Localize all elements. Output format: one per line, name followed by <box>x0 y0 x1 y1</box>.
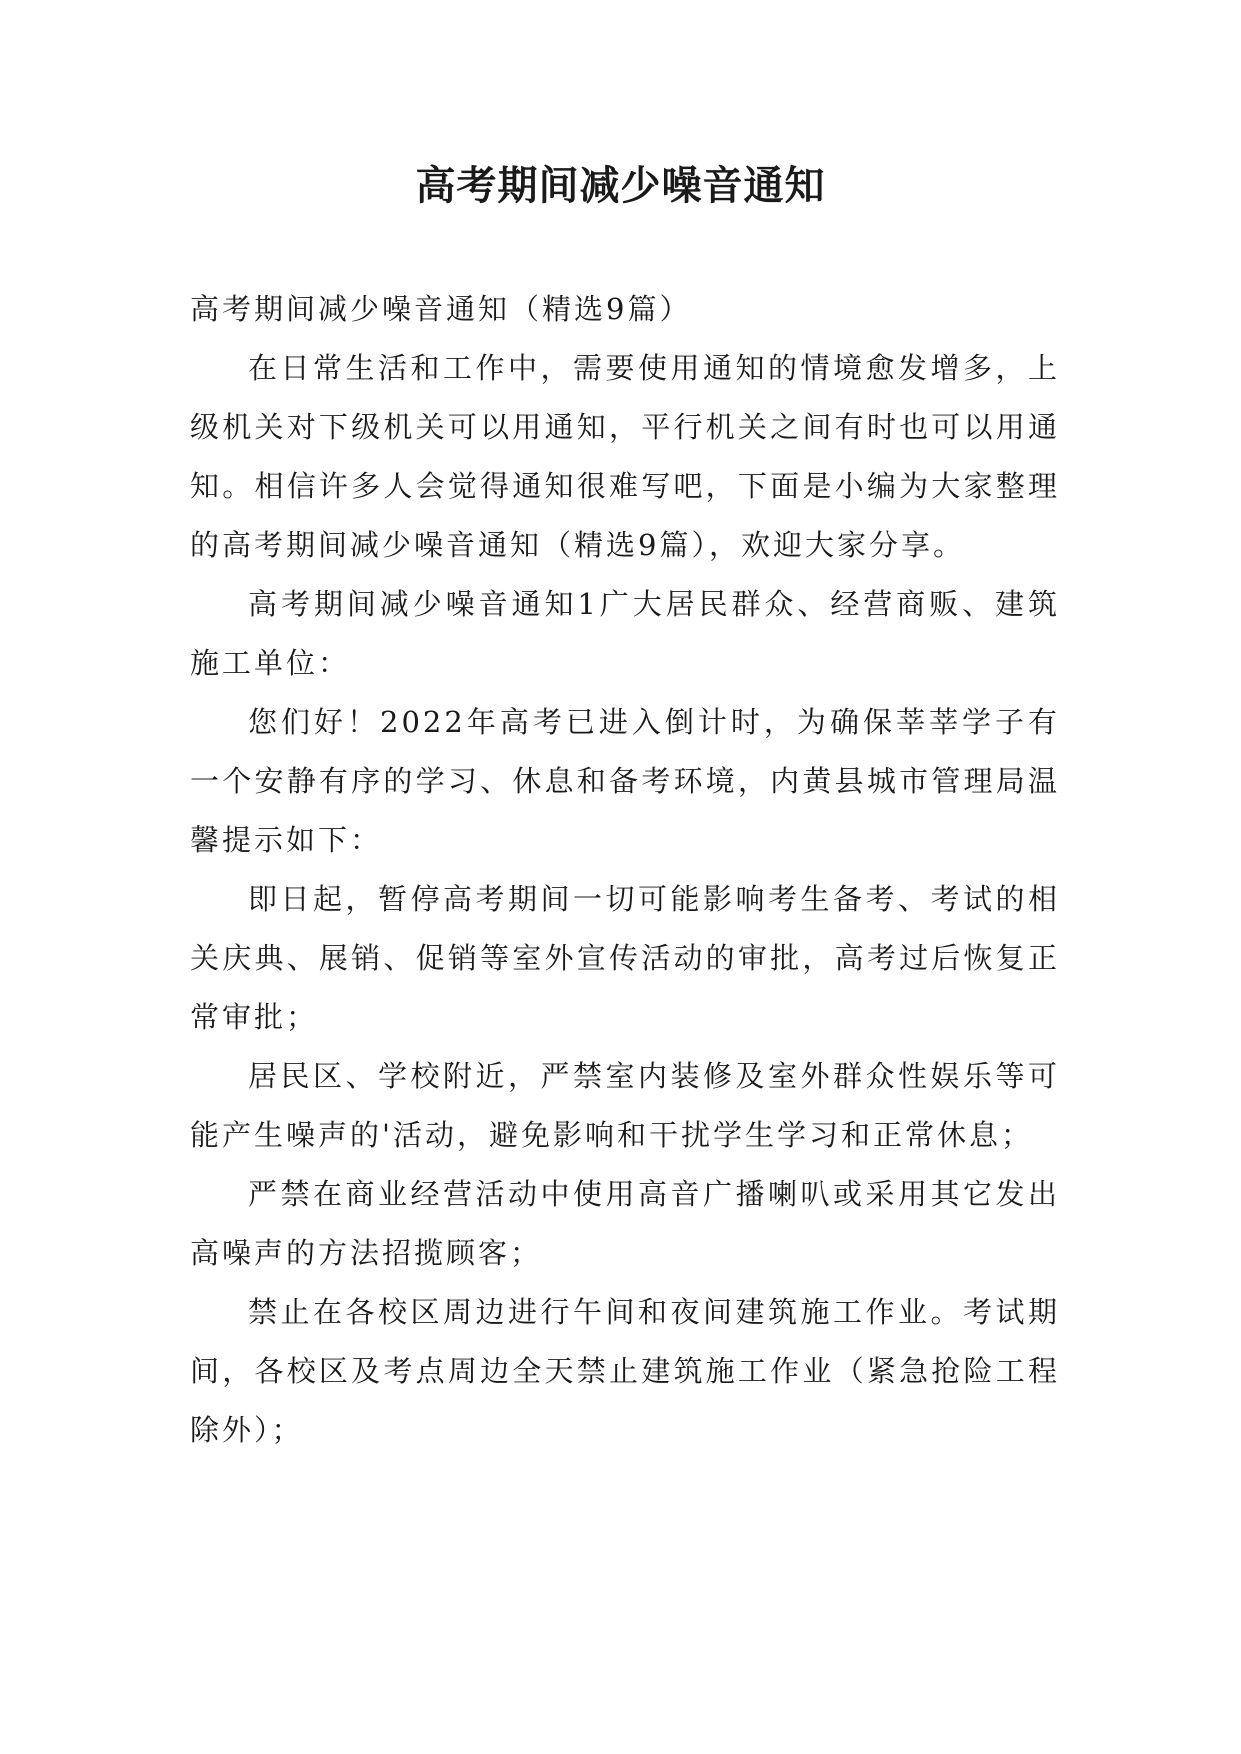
document-body <box>190 280 1060 1460</box>
document-title: 高考期间减少噪音通知 <box>415 162 826 209</box>
document-subtitle: 高考期间减少噪音通知（精选9篇） <box>190 292 692 326</box>
paragraph-greeting: 您们好！2022年高考已进入倒计时，为确保莘莘学子有一个安静有序的学习、休息和备考环境，内黄县城市管理局温馨提示如下： <box>190 705 1060 857</box>
paragraph-rule-1: 即日起，暂停高考期间一切可能影响考生备考、考试的相关庆典、展销、促销等室外宣传活动的审批，高考过后恢复正常审批； <box>190 882 1060 1034</box>
paragraph-rule-4: 禁止在各校区周边进行午间和夜间建筑施工作业。考试期间，各校区及考点周边全天禁止建筑施工作业（紧急抢险工程除外）； <box>190 1295 1060 1447</box>
paragraph-rule-3: 严禁在商业经营活动中使用高音广播喇叭或采用其它发出高噪声的方法招揽顾客； <box>190 1177 1060 1270</box>
paragraph-rule-2: 居民区、学校附近，严禁室内装修及室外群众性娱乐等可能产生噪声的'活动，避免影响和干扰学生学习和正常休息； <box>190 1059 1060 1152</box>
paragraph-intro: 在日常生活和工作中，需要使用通知的情境愈发增多，上级机关对下级机关可以用通知，平行机关之间有时也可以用通知。相信许多人会觉得通知很难写吧，下面是小编为大家整理的高考期间减少噪音通知（精选9篇），欢迎大家分享。 <box>190 351 1060 562</box>
paragraph-addressees: 高考期间减少噪音通知1广大居民群众、经营商贩、建筑施工单位： <box>190 587 1060 680</box>
